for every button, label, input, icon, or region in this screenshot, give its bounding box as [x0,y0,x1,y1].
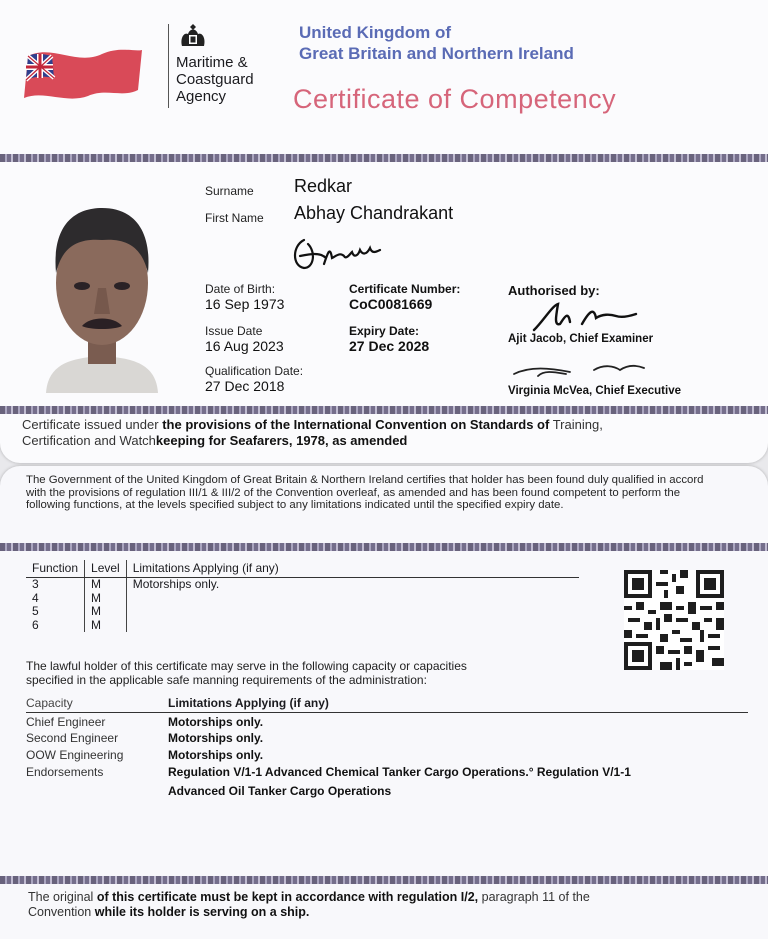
limitation-cell [126,619,579,633]
level-cell: M [85,578,127,592]
capacity-limitation-cell: Motorships only. [168,731,264,745]
issue-date-label: Issue Date [205,324,263,338]
convention-training: Training, [552,417,603,432]
first-name-label: First Name [205,211,264,225]
footer-plain3: Convention [28,905,92,919]
capacity-cell: OOW Engineering [26,748,124,762]
agency-divider [168,24,169,108]
security-stripe [0,876,768,884]
table-row [26,715,766,731]
endorsement-continued: Advanced Oil Tanker Cargo Operations [168,784,392,798]
table-row [26,578,579,592]
table-row [26,605,579,619]
qualification-date-label: Qualification Date: [205,364,304,378]
footer-note [28,890,738,920]
capacity-limitations-header: Limitations Applying (if any) [168,696,329,710]
qr-code-icon [624,570,724,670]
country-name: United Kingdom of Great Britain and Northern Ireland [299,23,574,63]
function-cell: 6 [32,617,39,632]
capacity-limitation-cell: Motorships only. [168,748,264,762]
function-cell: 5 [32,604,39,618]
royal-crest-icon [178,24,208,50]
capacity-intro-line2: specified in the applicable safe manning requirements of the administration: [26,672,427,687]
agency-name: Maritime & Coastguard Agency [176,54,254,105]
capacity-intro-line1: The lawful holder of this certificate may serve in the following capacity or capacities [26,659,467,673]
footer-bold2: while its holder is serving on a ship. [94,905,310,919]
surname-label: Surname [205,184,254,198]
table-row [26,731,766,747]
examiner-name [508,333,653,345]
issue-date-value: 16 Aug 2023 [205,338,284,354]
function-cell: 4 [32,590,39,605]
chief-executive-name: Virginia McVea, Chief Executive [508,385,681,397]
dob-value: 16 Sep 1973 [205,296,285,312]
limitations-header: Limitations Applying (if any) [126,560,579,578]
level-header: Level [85,560,127,578]
capacity-cell: Second Engineer [26,731,119,745]
functions-table [26,560,579,632]
limitation-cell [126,592,579,606]
authorised-by-label: Authorised by: [508,283,600,298]
table-row [26,592,579,606]
surname-value: Redkar [294,176,353,196]
holder-photo [32,188,172,393]
function-cell: 3 [32,577,39,591]
capacity-cell: Endorsements [26,765,104,779]
certification-intro: The Government of the United Kingdom of Great Britain & Northern Ireland certifies that holder has been found duly qualified in accord with the provisions of regulation III/1 & III/2 of the Convention overleaf, as amended and has been found competent to perform the following functions, at the levels specified subject to any limitations indicated until the specified expiry date. [26,474,704,512]
convention-line2-prefix: Certification and Watch [22,433,156,448]
level-cell: M [85,619,127,633]
convention-prefix: Certificate issued under [22,417,159,432]
capacity-cell: Chief Engineer [26,715,106,729]
security-stripe [0,154,768,162]
function-header: Function [26,560,85,578]
level-cell: M [85,592,127,606]
convention-line2-bold: keeping for Seafarers, 1978, as amended [155,433,408,448]
capacity-table-header [26,696,748,713]
first-name-value: Abhay Chandrakant [294,203,454,223]
certificate-number-label: Certificate Number: [349,282,461,296]
certificate-front [0,0,768,463]
table-row [26,619,579,633]
table-row [26,765,766,781]
dob-label: Date of Birth: [205,282,276,296]
security-stripe [0,543,768,551]
capacity-limitation-cell: Motorships only. [168,715,264,729]
level-cell: M [85,605,127,619]
footer-plain1: The original [28,890,94,904]
holder-signature [290,234,390,274]
capacity-header: Capacity [26,696,73,710]
convention-text: the provisions of the International Convention on Standards of [162,417,550,432]
footer-plain2: paragraph 11 of the [481,890,590,904]
chief-executive-signature [510,356,650,382]
expiry-date-label: Expiry Date: [349,324,420,338]
certificate-number-value: CoC0081669 [349,296,433,312]
capacity-intro [26,660,626,687]
table-row [26,748,766,764]
certificate-title: Certificate of Competency [293,84,617,114]
red-ensign-flag-icon [22,42,144,104]
limitation-cell [126,605,579,619]
examiner-name-text: Ajit Jacob, Chief Examiner [508,333,654,345]
footer-bold1: of this certificate must be kept in accordance with regulation I/2, [96,890,479,904]
functions-table-header [26,560,579,578]
capacity-limitation-cell: Regulation V/1-1 Advanced Chemical Tanker Cargo Operations.° Regulation V/1-1 [168,765,631,779]
qualification-date-value: 27 Dec 2018 [205,378,285,394]
expiry-date-value: 27 Dec 2028 [349,338,430,354]
security-stripe [0,406,768,414]
limitation-cell: Motorships only. [126,578,579,592]
examiner-signature [530,300,640,334]
convention-statement [22,417,752,449]
